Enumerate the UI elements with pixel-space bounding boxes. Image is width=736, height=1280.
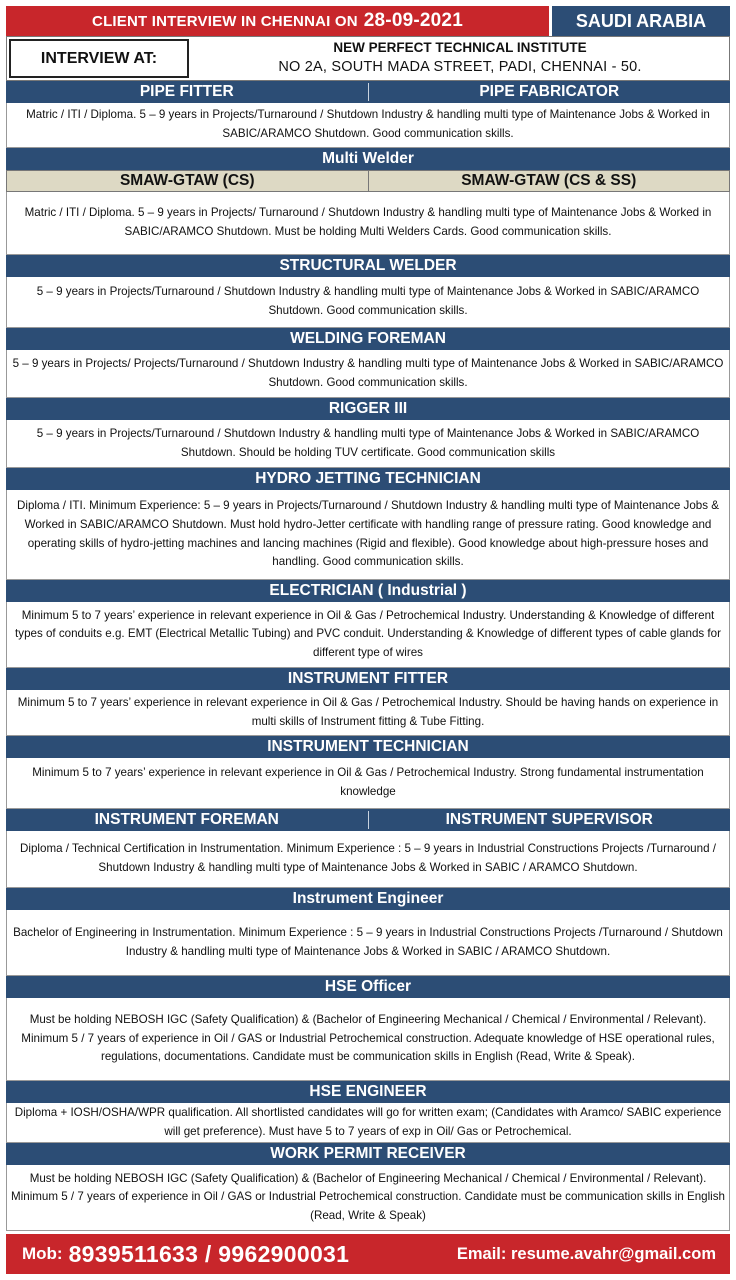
interview-date: 28-09-2021	[363, 10, 463, 31]
interview-text: CLIENT INTERVIEW IN CHENNAI ON	[92, 12, 358, 30]
section-desc-instrument-engineer	[6, 910, 730, 976]
section-header-hydro-jetting: HYDRO JETTING TECHNICIAN	[6, 468, 730, 490]
instrument-technician-desc: Minimum 5 to 7 years’ experience in relevant experience in Oil & Gas / Petrochemical Industry. Strong fundamental instrumentation knowledge	[32, 766, 704, 798]
section-header-pipe	[6, 81, 730, 103]
hse-engineer-desc: Diploma + IOSH/OSHA/WPR qualification. All shortlisted candidates will go for written exam; (Candidates with Aramco/ SABIC experience will get preference). Must have 5 to 7 years of exp in Oil/ Gas or Petrochemical.	[14, 1105, 722, 1138]
interview-banner	[6, 6, 549, 36]
multi-welder-subheader	[6, 170, 730, 192]
instrument-fitter-desc: Minimum 5 to 7 years’ experience in relevant experience in Oil & Gas / Petrochemical Industry. Should be having hands on experience in multi skills of Instrument fitting & Tube Fitting.	[17, 695, 719, 728]
venue-address-block	[191, 37, 729, 80]
smaw-gtaw-cs-ss: SMAW-GTAW (CS & SS)	[368, 171, 730, 191]
section-header-hse-officer: HSE Officer	[6, 976, 730, 998]
section-header-multi-welder: Multi Welder	[6, 148, 730, 170]
section-header-hse-engineer: HSE ENGINEER	[6, 1081, 730, 1103]
instrument-foreman-title: INSTRUMENT FOREMAN	[94, 811, 279, 828]
section-desc-work-permit	[6, 1165, 730, 1231]
mobile-label: Mob:	[22, 1244, 63, 1263]
section-header-instrument-technician: INSTRUMENT TECHNICIAN	[6, 736, 730, 758]
section-header-instrument-engineer: Instrument Engineer	[6, 888, 730, 910]
section-desc-hse-officer	[6, 998, 730, 1081]
hse-officer-desc: Must be holding NEBOSH IGC (Safety Qualification) & (Bachelor of Engineering Mechanical / Chemical / Environmental / Relevant). Minimum 5 / 7 years of experience in Oil / GAS or Industrial Petrochemical construction. Adequate knowledge of HSE operational rules, regulations, documentations. Candidate must be communication skills in English (Read, Write & Speak).	[21, 1013, 715, 1064]
section-header-electrician: ELECTRICIAN ( Industrial )	[6, 580, 730, 602]
section-desc-instrument-technician	[6, 758, 730, 809]
instrument-supervisor-title: INSTRUMENT SUPERVISOR	[368, 811, 731, 829]
section-header-instrument-fitter: INSTRUMENT FITTER	[6, 668, 730, 690]
electrician-desc: Minimum 5 to 7 years’ experience in relevant experience in Oil & Gas / Petrochemical Industry. Understanding & Knowledge of different types of conduits e.g. EMT (Electrical Metallic Tubing) and PVC conduit. Understanding & Knowledge of different types of cable glands for different type of wires	[15, 608, 721, 659]
multi-welder-desc: Matric / ITI / Diploma. 5 – 9 years in Projects/ Turnaround / Shutdown Industry & handling multi type of Maintenance Jobs & Worked in SABIC/ARAMCO Shutdown. Must be holding Multi Welders Cards. Good communication skills.	[24, 206, 712, 238]
top-banner	[6, 6, 730, 36]
section-desc-electrician	[6, 602, 730, 668]
section-desc-structural-welder	[6, 277, 730, 328]
section-header-welding-foreman: WELDING FOREMAN	[6, 328, 730, 350]
institute-name: NEW PERFECT TECHNICAL INSTITUTE	[333, 40, 587, 55]
pipe-desc: Matric / ITI / Diploma. 5 – 9 years in Projects/Turnaround / Shutdown Industry & handling multi type of Maintenance Jobs & Worked in SABIC/ARAMCO Shutdown. Good communication skills.	[26, 108, 710, 140]
instrument-foreman-desc: Diploma / Technical Certification in Instrumentation. Minimum Experience : 5 – 9 years in Industrial Constructions Projects /Turnaround / Shutdown Industry & handling multi type of Maintenance Jobs & Worked in SABIC / ARAMCO Shutdown.	[20, 842, 716, 874]
section-header-work-permit: WORK PERMIT RECEIVER	[6, 1143, 730, 1165]
section-desc-rigger	[6, 420, 730, 468]
venue-label: INTERVIEW AT:	[9, 39, 189, 78]
venue-address: NO 2A, SOUTH MADA STREET, PADI, CHENNAI - 50.	[278, 59, 642, 75]
pipe-fitter-title: PIPE FITTER	[139, 83, 234, 100]
section-desc-multi-welder	[6, 192, 730, 255]
country-badge: SAUDI ARABIA	[552, 6, 730, 36]
section-desc-instrument-foreman	[6, 831, 730, 888]
contact-footer	[6, 1234, 730, 1274]
welding-foreman-desc: 5 – 9 years in Projects/ Projects/Turnaround / Shutdown Industry & handling multi type of Maintenance Jobs & Worked in SABIC/ARAMCO Shutdown. Good communication skills.	[12, 356, 724, 389]
hydro-jetting-desc: Diploma / ITI. Minimum Experience: 5 – 9 years in Projects/Turnaround / Shutdown Industry & handling multi type of Maintenance Jobs & Worked in SABIC/ARAMCO Shutdown. Must hold hydro-Jetter certificate with handling range of pressure rating. Good knowledge and operating skills of hydro-jetting machines and lancing machines (Rigid and flexible). Good knowledge about high-pressure hoses and handling. Good communication skills.	[17, 499, 719, 569]
phone-numbers[interactable]: 8939511633 / 9962900031	[68, 1240, 350, 1267]
section-desc-hse-engineer	[6, 1103, 730, 1143]
rigger-desc: 5 – 9 years in Projects/Turnaround / Shutdown Industry & handling multi type of Maintenance Jobs & Worked in SABIC/ARAMCO Shutdown. Should be holding TUV certificate. Good communication skills	[36, 426, 700, 459]
section-header-instrument-foreman	[6, 809, 730, 831]
email-address[interactable]: Email: resume.avahr@gmail.com	[456, 1244, 716, 1263]
section-desc-hydro-jetting	[6, 490, 730, 580]
instrument-engineer-desc: Bachelor of Engineering in Instrumentation. Minimum Experience : 5 – 9 years in Industrial Constructions Projects /Turnaround / Shutdown Industry & handling multi type of Maintenance Jobs & Worked in SABIC / ARAMCO Shutdown.	[13, 925, 723, 958]
section-desc-pipe	[6, 103, 730, 148]
work-permit-desc: Must be holding NEBOSH IGC (Safety Qualification) & (Bachelor of Engineering Mechanical / Chemical / Environmental / Relevant). Minimum 5 / 7 years of experience in Oil / GAS or Industrial Petrochemical construction. Candidate must be communication skills in English (Read, Write & Speak)	[11, 1171, 725, 1222]
section-header-rigger: RIGGER III	[6, 398, 730, 420]
section-desc-instrument-fitter	[6, 690, 730, 736]
structural-welder-desc: 5 – 9 years in Projects/Turnaround / Shutdown Industry & handling multi type of Maintenance Jobs & Worked in SABIC/ARAMCO Shutdown. Good communication skills.	[36, 285, 700, 317]
smaw-gtaw-cs: SMAW-GTAW (CS)	[119, 172, 255, 189]
pipe-fabricator-title: PIPE FABRICATOR	[368, 83, 731, 101]
section-desc-welding-foreman	[6, 350, 730, 398]
venue-box	[6, 36, 730, 81]
section-header-structural-welder: STRUCTURAL WELDER	[6, 255, 730, 277]
